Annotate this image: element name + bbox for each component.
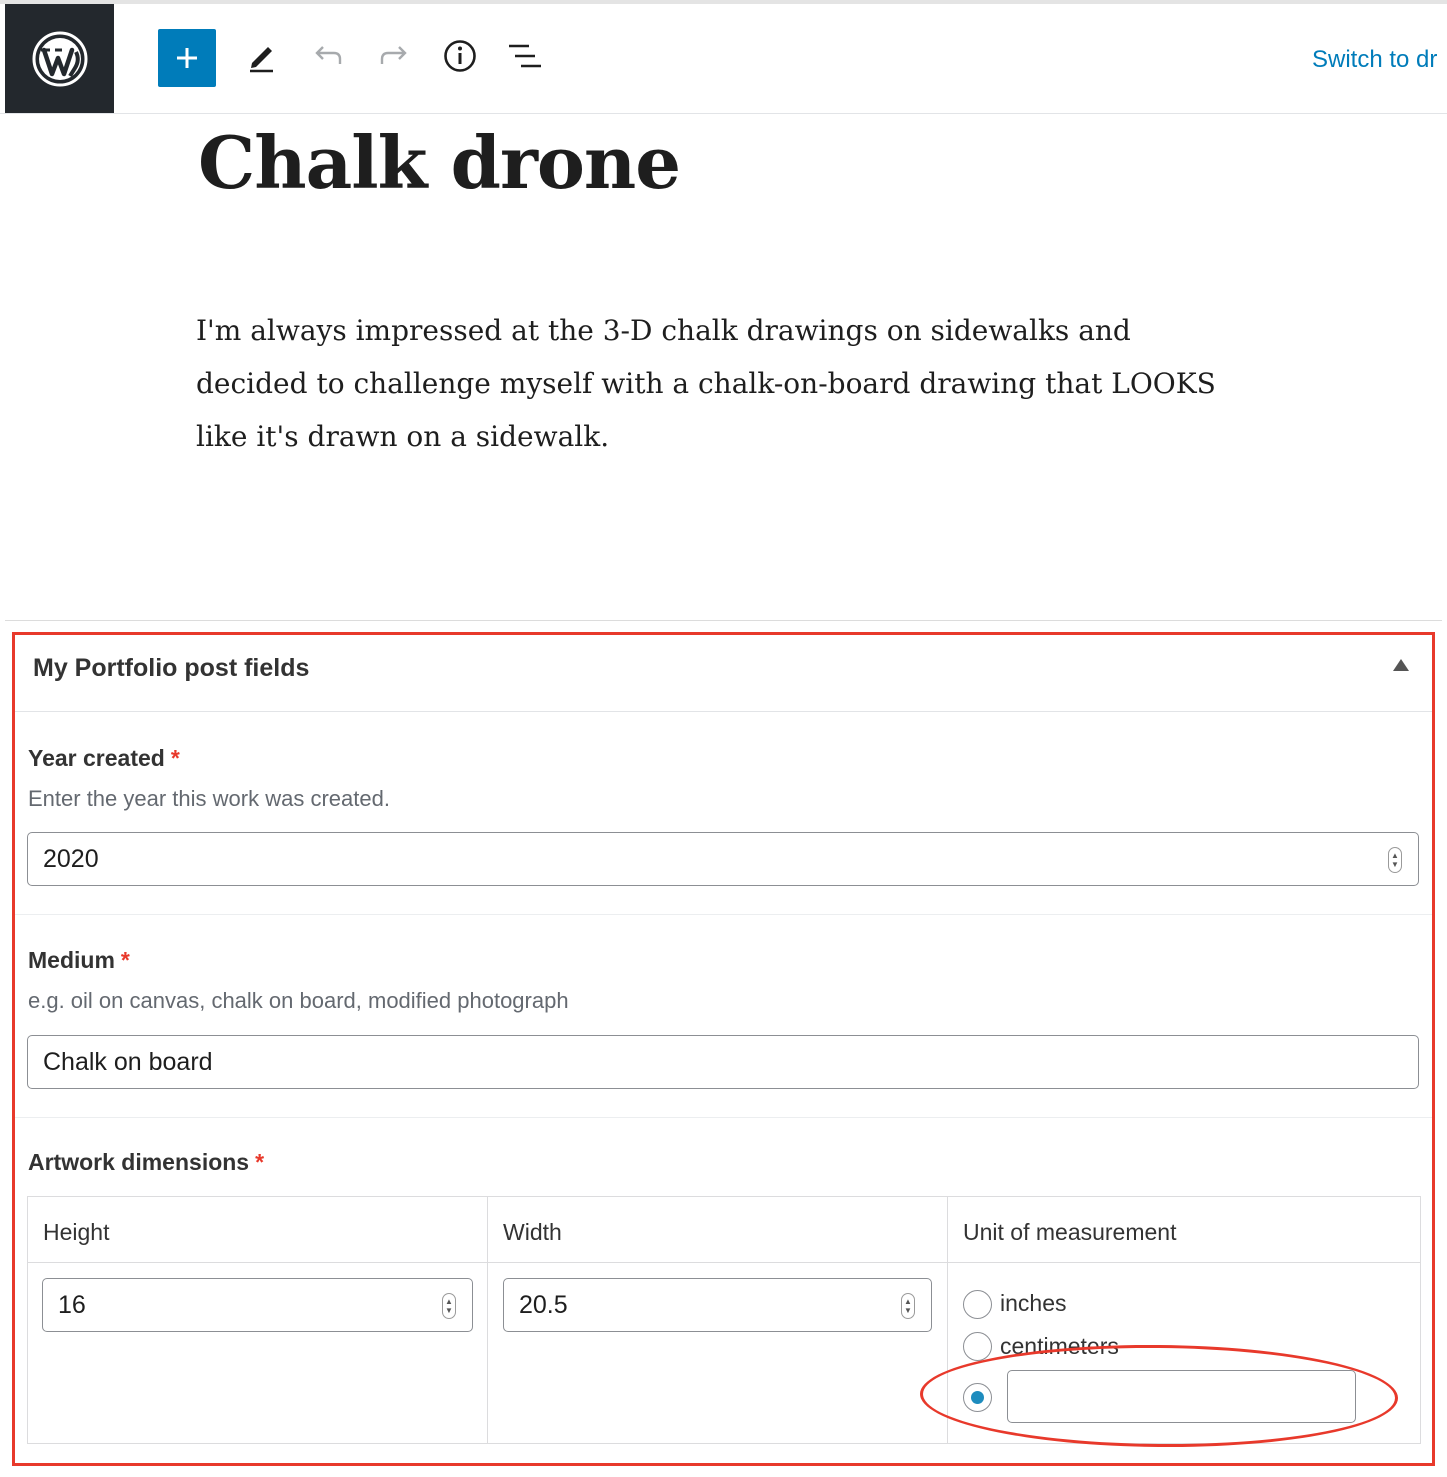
number-spinner-icon[interactable]: ▲ ▼ [901,1293,915,1319]
width-value: 20.5 [519,1290,568,1319]
required-marker: * [255,1149,265,1175]
height-column-header: Height [43,1219,110,1245]
number-spinner-icon[interactable]: ▲ ▼ [442,1293,456,1319]
content-divider [5,620,1442,621]
required-marker: * [120,947,130,973]
height-value: 16 [58,1290,86,1319]
editor-toolbar [0,4,1447,114]
metabox-title[interactable]: My Portfolio post fields [33,654,310,682]
annotation-highlight-box [12,632,1435,1466]
switch-to-draft-link[interactable]: Switch to dr [1312,46,1438,73]
info-icon[interactable] [440,36,480,76]
medium-label-text: Medium [28,947,115,973]
unit-label-inches[interactable]: inches [1000,1290,1067,1316]
redo-icon[interactable] [374,36,414,76]
dimensions-label-text: Artwork dimensions [28,1149,250,1175]
wordpress-logo-icon[interactable] [5,4,114,113]
number-spinner-icon[interactable]: ▲ ▼ [1388,847,1402,873]
year-label-text: Year created [28,745,165,771]
required-marker: * [170,745,180,771]
medium-description: e.g. oil on canvas, chalk on board, modified photograph [28,988,569,1013]
post-title[interactable]: Chalk drone [198,120,681,205]
list-view-icon[interactable] [505,36,545,76]
year-description: Enter the year this work was created. [28,786,390,811]
medium-value: Chalk on board [43,1047,213,1076]
year-value: 2020 [43,844,99,873]
undo-icon[interactable] [308,36,348,76]
edit-pencil-icon[interactable] [241,36,281,76]
plus-icon [174,45,200,71]
width-column-header: Width [503,1219,562,1245]
post-paragraph[interactable]: I'm always impressed at the 3-D chalk drawings on sidewalks and decided to challenge myself with a chalk-on-board drawing that LOOKS like it's drawn on a sidewalk. [196,314,1216,453]
add-block-button[interactable] [158,29,216,87]
unit-label-centimeters[interactable]: centimeters [1000,1333,1119,1359]
unit-column-header: Unit of measurement [963,1219,1177,1245]
